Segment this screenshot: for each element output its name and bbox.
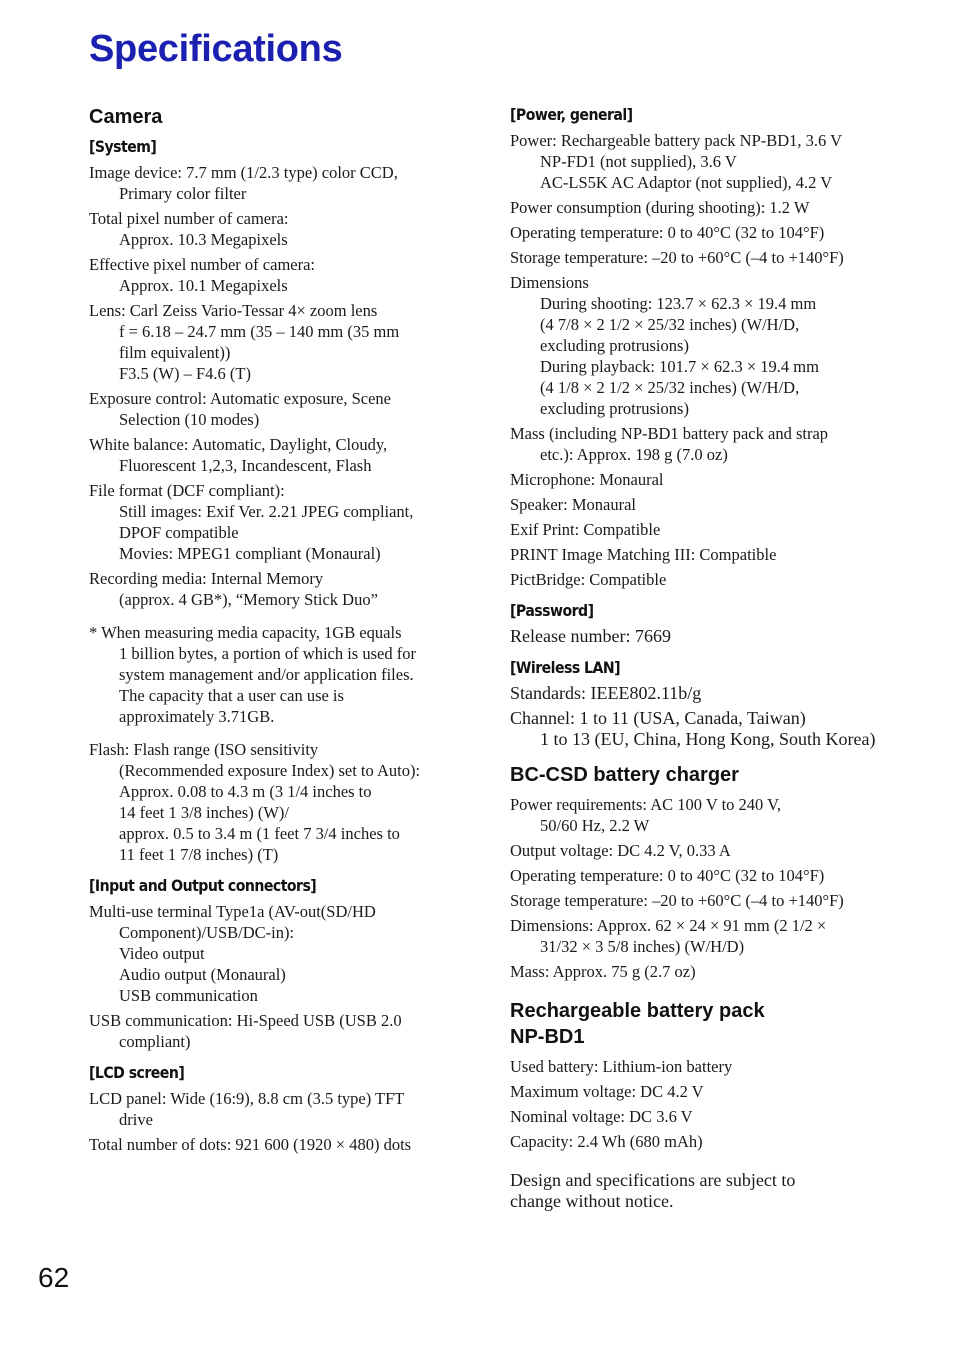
- spec-item: [510, 247, 890, 268]
- wlan-heading: [Wireless LAN]: [510, 658, 621, 677]
- spec-line: Recording media: Internal Memory: [89, 569, 324, 588]
- spec-line: Standards: IEEE802.11b/g: [510, 683, 702, 703]
- spec-item: [510, 494, 890, 515]
- spec-line: drive: [119, 1110, 153, 1129]
- system-heading: [System]: [89, 137, 157, 156]
- spec-line: Speaker: Monaural: [510, 495, 636, 514]
- spec-line: Storage temperature: –20 to +60°C (–4 to +140°F): [510, 891, 844, 910]
- spec-line: Power requirements: AC 100 V to 240 V,: [510, 795, 782, 814]
- spec-line: Video output: [119, 944, 205, 963]
- spec-item: [89, 1088, 461, 1130]
- charger-specs: [510, 794, 890, 982]
- spec-line: Capacity: 2.4 Wh (680 mAh): [510, 1132, 703, 1151]
- lcd-heading: [LCD screen]: [89, 1063, 185, 1082]
- battery-heading-line1: Rechargeable battery pack: [510, 1000, 765, 1022]
- spec-line: Image device: 7.7 mm (1/2.3 type) color CCD,: [89, 163, 398, 182]
- spec-line: Maximum voltage: DC 4.2 V: [510, 1082, 704, 1101]
- spec-item: [510, 961, 890, 982]
- spec-line: Still images: Exif Ver. 2.21 JPEG compliant,: [119, 502, 414, 521]
- spec-item: [510, 222, 890, 243]
- spec-line: excluding protrusions): [540, 336, 689, 355]
- spec-line: (approx. 4 GB*), “Memory Stick Duo”: [119, 590, 378, 609]
- page-number: 62: [38, 1262, 70, 1293]
- spec-line: Selection (10 modes): [119, 410, 260, 429]
- camera-heading: Camera: [89, 106, 163, 128]
- spec-line: excluding protrusions): [540, 399, 689, 418]
- right-column: [510, 100, 890, 1216]
- spec-item: [89, 300, 461, 384]
- power-specs: [510, 130, 890, 590]
- spec-line: (Recommended exposure Index) set to Auto):: [119, 761, 421, 780]
- note-line: 1 billion bytes, a portion of which is used for: [119, 644, 416, 663]
- spec-line: Primary color filter: [119, 184, 247, 203]
- spec-line: Total pixel number of camera:: [89, 209, 289, 228]
- spec-item: [510, 569, 890, 590]
- spec-line: (4 1/8 × 2 1/2 × 25/32 inches) (W/H/D,: [540, 378, 800, 397]
- spec-line: 11 feet 1 7/8 inches) (T): [119, 845, 279, 864]
- spec-item: [89, 739, 461, 865]
- spec-line: Nominal voltage: DC 3.6 V: [510, 1107, 693, 1126]
- spec-line: AC-LS5K AC Adaptor (not supplied), 4.2 V: [540, 173, 833, 192]
- spec-item: [510, 626, 890, 647]
- spec-item: [89, 1010, 461, 1052]
- spec-line: Channel: 1 to 11 (USA, Canada, Taiwan): [510, 708, 806, 728]
- spec-line: Effective pixel number of camera:: [89, 255, 316, 274]
- spec-line: Audio output (Monaural): [119, 965, 286, 984]
- spec-item: [510, 840, 890, 861]
- spec-line: 1 to 13 (EU, China, Hong Kong, South Korea): [540, 729, 876, 749]
- spec-item: [510, 890, 890, 911]
- battery-heading-line2: NP-BD1: [510, 1026, 585, 1048]
- spec-line: Used battery: Lithium-ion battery: [510, 1057, 733, 1076]
- password-specs: [510, 626, 890, 647]
- spec-item: [510, 1106, 890, 1127]
- change-notice: [510, 1170, 890, 1212]
- power-heading: [Power, general]: [510, 105, 633, 124]
- spec-item: [89, 254, 461, 296]
- spec-line: etc.): Approx. 198 g (7.0 oz): [540, 445, 728, 464]
- spec-line: Storage temperature: –20 to +60°C (–4 to +140°F): [510, 248, 844, 267]
- spec-item: [89, 208, 461, 250]
- spec-line: Exif Print: Compatible: [510, 520, 661, 539]
- spec-line: 31/32 × 3 5/8 inches) (W/H/D): [540, 937, 745, 956]
- spec-line: f = 6.18 – 24.7 mm (35 – 140 mm (35 mm: [119, 322, 400, 341]
- spec-line: Component)/USB/DC-in):: [119, 923, 295, 942]
- spec-line: Microphone: Monaural: [510, 470, 664, 489]
- spec-item: [89, 434, 461, 476]
- spec-line: Approx. 0.08 to 4.3 m (3 1/4 inches to: [119, 782, 372, 801]
- spec-line: USB communication: Hi-Speed USB (USB 2.0: [89, 1011, 402, 1030]
- page-title: Specifications: [89, 28, 343, 70]
- spec-line: Total number of dots: 921 600 (1920 × 480) dots: [89, 1135, 412, 1154]
- system-specs: [89, 162, 461, 610]
- spec-line: PictBridge: Compatible: [510, 570, 667, 589]
- spec-line: LCD panel: Wide (16:9), 8.8 cm (3.5 type) TFT: [89, 1089, 405, 1108]
- wlan-specs: [510, 683, 890, 750]
- io-heading: [Input and Output connectors]: [89, 876, 317, 895]
- spec-item: [510, 683, 890, 704]
- spec-line: Mass: Approx. 75 g (2.7 oz): [510, 962, 696, 981]
- note-line: system management and/or application files.: [119, 665, 414, 684]
- lcd-specs: [89, 1088, 461, 1155]
- spec-line: compliant): [119, 1032, 191, 1051]
- spec-line: Operating temperature: 0 to 40°C (32 to 104°F): [510, 223, 825, 242]
- spec-item: [510, 708, 890, 750]
- spec-line: Flash: Flash range (ISO sensitivity: [89, 740, 319, 759]
- spec-item: [89, 1134, 461, 1155]
- spec-item: [510, 794, 890, 836]
- spec-line: 14 feet 1 3/8 inches) (W)/: [119, 803, 289, 822]
- spec-line: Output voltage: DC 4.2 V, 0.33 A: [510, 841, 731, 860]
- spec-line: Release number: 7669: [510, 626, 671, 646]
- spec-item: [510, 1170, 890, 1212]
- spec-line: Lens: Carl Zeiss Vario-Tessar 4× zoom lens: [89, 301, 378, 320]
- spec-item: [510, 423, 890, 465]
- note-line: approximately 3.71GB.: [119, 707, 275, 726]
- spec-item: [510, 519, 890, 540]
- spec-item: [510, 915, 890, 957]
- spec-line: Power: Rechargeable battery pack NP-BD1, 3.6 V: [510, 131, 843, 150]
- spec-line: Fluorescent 1,2,3, Incandescent, Flash: [119, 456, 372, 475]
- battery-heading: [510, 998, 890, 1050]
- spec-item: [89, 162, 461, 204]
- spec-line: Mass (including NP-BD1 battery pack and strap: [510, 424, 829, 443]
- spec-item: [510, 197, 890, 218]
- spec-line: PRINT Image Matching III: Compatible: [510, 545, 777, 564]
- spec-item: [510, 272, 890, 419]
- spec-line: NP-FD1 (not supplied), 3.6 V: [540, 152, 737, 171]
- spec-line: Dimensions: [510, 273, 589, 292]
- spec-item: [89, 388, 461, 430]
- spec-line: change without notice.: [510, 1191, 674, 1211]
- spec-line: approx. 0.5 to 3.4 m (1 feet 7 3/4 inches to: [119, 824, 400, 843]
- spec-item: [510, 469, 890, 490]
- spec-line: White balance: Automatic, Daylight, Cloudy,: [89, 435, 388, 454]
- spec-item: [510, 1081, 890, 1102]
- spec-item: [510, 1131, 890, 1152]
- spec-line: F3.5 (W) – F4.6 (T): [119, 364, 251, 383]
- spec-line: Approx. 10.1 Megapixels: [119, 276, 288, 295]
- note-line: The capacity that a user can use is: [119, 686, 344, 705]
- spec-line: Movies: MPEG1 compliant (Monaural): [119, 544, 381, 563]
- spec-item: [89, 901, 461, 1006]
- battery-specs: [510, 1056, 890, 1152]
- left-column: [89, 100, 461, 1159]
- spec-line: Multi-use terminal Type1a (AV-out(SD/HD: [89, 902, 376, 921]
- spec-line: Design and specifications are subject to: [510, 1170, 796, 1190]
- spec-line: During playback: 101.7 × 62.3 × 19.4 mm: [540, 357, 819, 376]
- flash-spec: [89, 739, 461, 865]
- memory-footnote: [89, 622, 461, 727]
- note-line: * When measuring media capacity, 1GB equals: [89, 623, 402, 642]
- spec-line: 50/60 Hz, 2.2 W: [540, 816, 650, 835]
- spec-line: File format (DCF compliant):: [89, 481, 285, 500]
- spec-line: Exposure control: Automatic exposure, Scene: [89, 389, 391, 408]
- io-specs: [89, 901, 461, 1052]
- spec-line: film equivalent)): [119, 343, 231, 362]
- spec-item: [510, 130, 890, 193]
- spec-line: Approx. 10.3 Megapixels: [119, 230, 288, 249]
- spec-line: DPOF compatible: [119, 523, 239, 542]
- spec-line: Power consumption (during shooting): 1.2 W: [510, 198, 810, 217]
- spec-line: Operating temperature: 0 to 40°C (32 to 104°F): [510, 866, 825, 885]
- spec-item: [89, 568, 461, 610]
- spec-item: [510, 865, 890, 886]
- spec-line: During shooting: 123.7 × 62.3 × 19.4 mm: [540, 294, 817, 313]
- spec-item: [510, 1056, 890, 1077]
- spec-line: USB communication: [119, 986, 258, 1005]
- spec-item: [510, 544, 890, 565]
- spec-item: [89, 480, 461, 564]
- spec-line: (4 7/8 × 2 1/2 × 25/32 inches) (W/H/D,: [540, 315, 800, 334]
- password-heading: [Password]: [510, 601, 594, 620]
- spec-line: Dimensions: Approx. 62 × 24 × 91 mm (2 1/2 ×: [510, 916, 827, 935]
- charger-heading: BC-CSD battery charger: [510, 764, 739, 786]
